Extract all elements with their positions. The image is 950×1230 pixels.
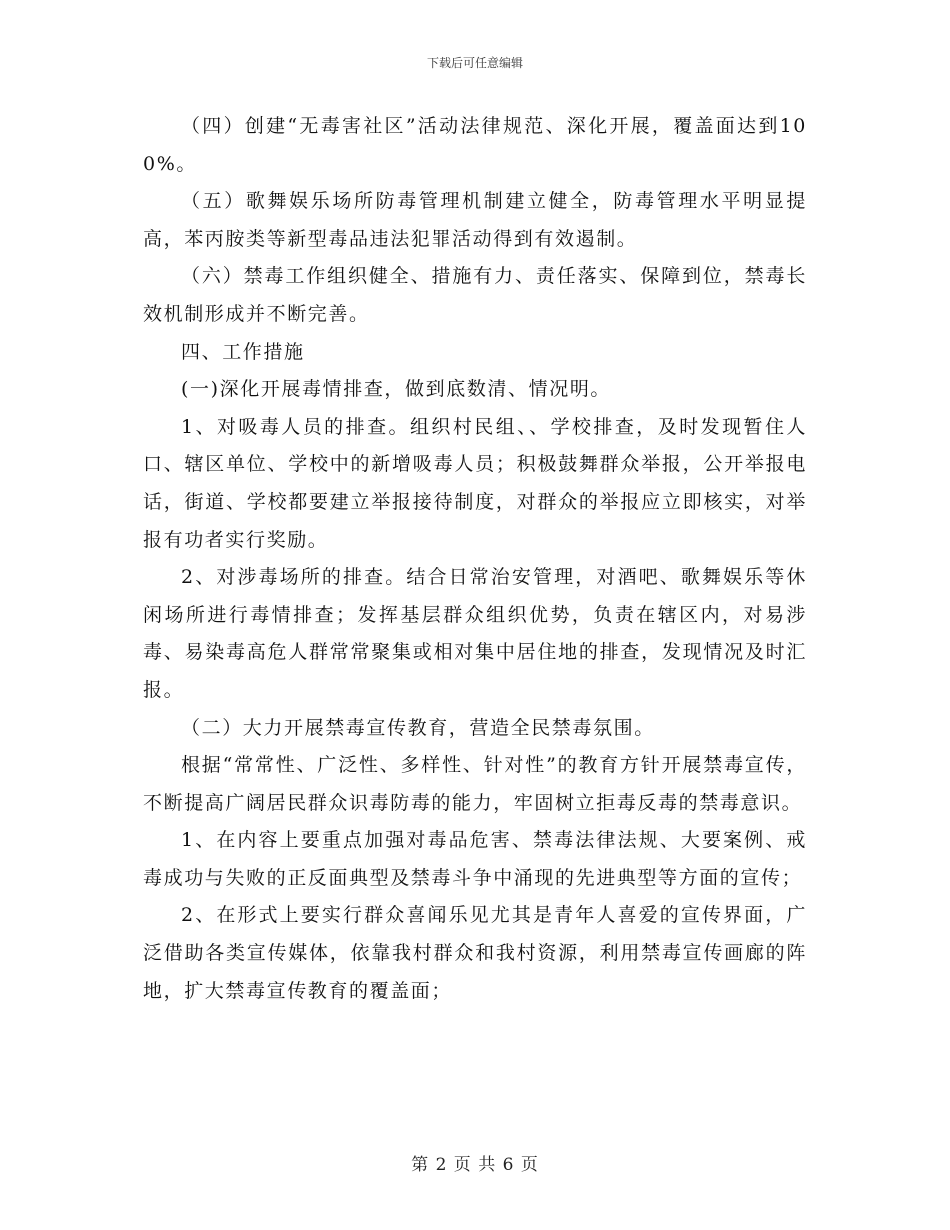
paragraph-goal-6: （六）禁毒工作组织健全、措施有力、责任落实、保障到位，禁毒长效机制形成并不断完善。 <box>143 265 807 325</box>
section-heading-work-measures: 四、工作措施 <box>181 340 305 363</box>
paragraph-venue-check: 2、对涉毒场所的排查。结合日常治安管理，对酒吧、歌舞娱乐等休闲场所进行毒情排查；发挥基层群众组织优势，负责在辖区内，对易涉毒、易染毒高危人群常常聚集或相对集中居住地的排查，发现情况及时汇报。 <box>143 566 807 701</box>
document-body <box>143 108 807 1010</box>
paragraph-content-focus: 1、在内容上要重点加强对毒品危害、禁毒法律法规、大要案例、戒毒成功与失败的正反面典型及禁毒斗争中涌现的先进典型等方面的宣传； <box>143 829 807 889</box>
subheading-publicity: （二）大力开展禁毒宣传教育，营造全民禁毒氛围。 <box>181 716 655 739</box>
page-header-note: 下载后可任意编辑 <box>426 56 523 70</box>
subheading-investigation: (一)深化开展毒情排查，做到底数清、情况明。 <box>181 378 612 401</box>
paragraph-form-focus: 2、在形式上要实行群众喜闻乐见尤其是青年人喜爱的宣传界面，广泛借助各类宣传媒体，依靠我村群众和我村资源，利用禁毒宣传画廊的阵地，扩大禁毒宣传教育的覆盖面； <box>143 904 807 1002</box>
page-footer-number: 第 2 页 共 6 页 <box>411 1155 539 1175</box>
paragraph-goal-4: （四）创建“无毒害社区”活动法律规范、深化开展，覆盖面达到100%。 <box>143 115 807 175</box>
paragraph-drug-user-check: 1、对吸毒人员的排查。组织村民组、、学校排查，及时发现暂住人口、辖区单位、学校中的新增吸毒人员；积极鼓舞群众举报，公开举报电话，街道、学校都要建立举报接待制度，对群众的举报应立即核实，对举报有功者实行奖励。 <box>143 415 807 551</box>
paragraph-goal-5: （五）歌舞娱乐场所防毒管理机制建立健全，防毒管理水平明显提高，苯丙胺类等新型毒品违法犯罪活动得到有效遏制。 <box>143 190 807 250</box>
paragraph-education-policy: 根据“常常性、广泛性、多样性、针对性”的教育方针开展禁毒宣传，不断提高广阔居民群众识毒防毒的能力，牢固树立拒毒反毒的禁毒意识。 <box>143 754 807 814</box>
